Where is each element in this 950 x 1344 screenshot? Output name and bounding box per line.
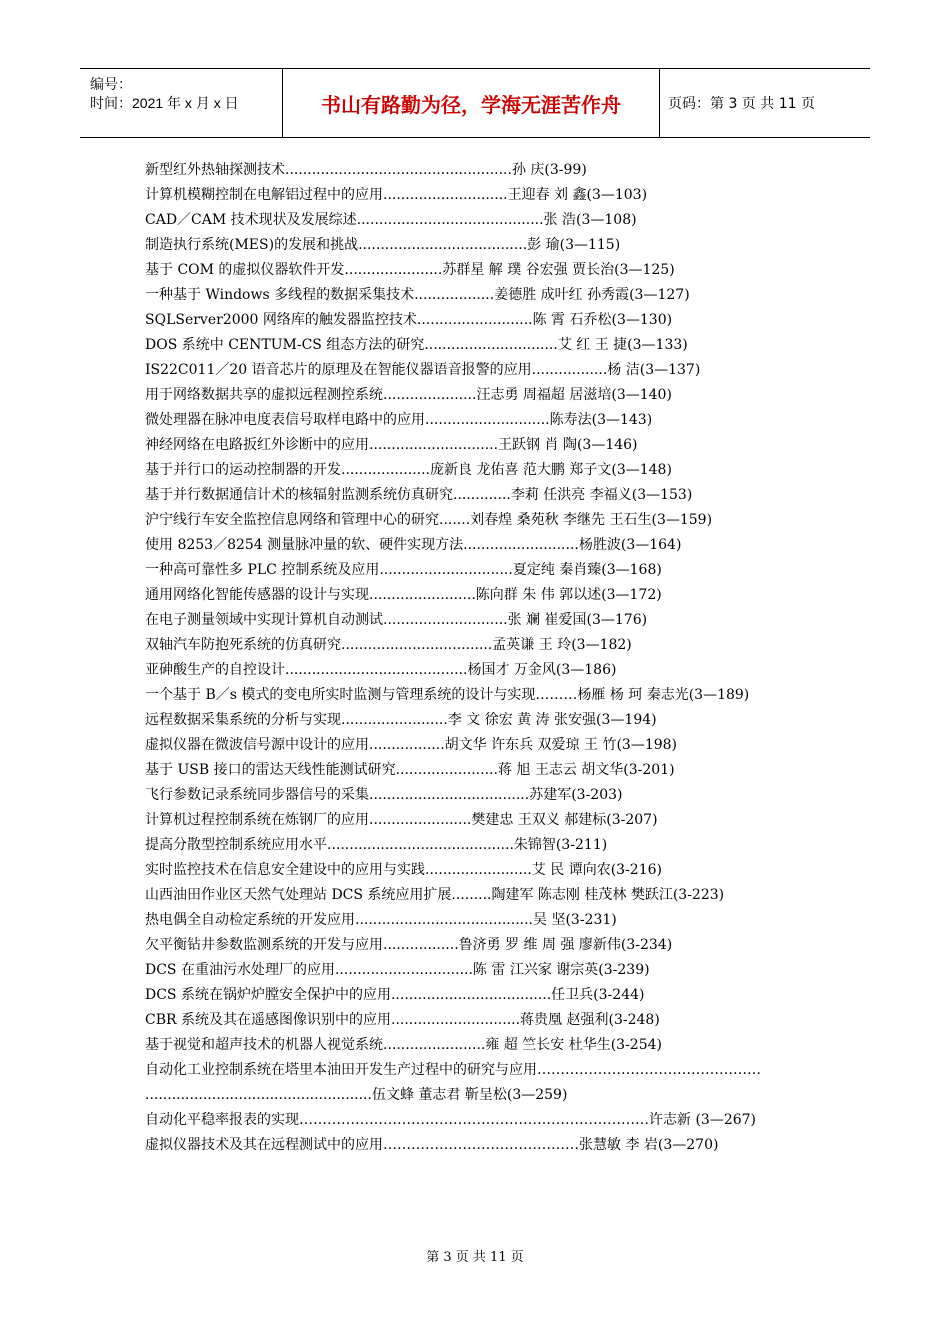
document-code: 编号：: [90, 76, 132, 92]
toc-entry: 微处理器在脉冲电度表信号取样电路中的应用............................陈寿法(3—143): [145, 412, 653, 428]
toc-entry: 虚拟仪器技术及其在远程测试中的应用……………………………………张慧敏 李 岩(3—270): [145, 1137, 719, 1153]
toc-entry: 欠平衡钻井参数监测系统的开发与应用.................鲁济勇 罗 维 周 强 廖新伟(3-234): [145, 937, 673, 953]
toc-entry: 一种高可靠性多 PLC 控制系统及应用..............................夏定纯 秦肖臻(3—168): [145, 562, 662, 578]
toc-entry: 新型红外热轴探测技术...................................................孙 庆(3-99): [145, 162, 587, 178]
header-meta: [80, 69, 283, 137]
header-page-info: 页码：第 3 页 共 11 页: [668, 96, 815, 112]
toc-entry: 使用 8253／8254 测量脉冲量的软、硬件实现方法..........................杨胜波(3—164): [145, 537, 682, 553]
toc-entry: 一种基于 Windows 多线程的数据采集技术..................姜德胜 成叶红 孙秀霞(3—127): [145, 287, 690, 303]
toc-entry: SQLServer2000 网络库的触发器监控技术..........................陈 霄 石乔松(3—130): [145, 312, 673, 328]
toc-entry: 飞行参数记录系统同步器信号的采集....................................苏建军(3-203): [145, 787, 623, 803]
toc-entry: CAD／CAM 技术现状及发展综述..........................................张 浩(3—108): [145, 212, 637, 228]
toc-entry: 一个基于 B／s 模式的变电所实时监测与管理系统的设计与实现………杨雁 杨 珂 秦志光(3—189): [145, 687, 750, 703]
toc-entry: CBR 系统及其在遥感图像识别中的应用.............................蒋贵凰 赵强利(3-248): [145, 1012, 660, 1028]
toc-entry: DCS 系统在锅炉炉膛安全保护中的应用....................................任卫兵(3-244): [145, 987, 645, 1003]
toc-entry: 计算机过程控制系统在炼钢厂的应用.......................樊建忠 王双义 郝建标(3-207): [145, 812, 658, 828]
page-footer: 第 3 页 共 11 页: [426, 1250, 524, 1265]
toc-entry: 山西油田作业区天然气处理站 DCS 系统应用扩展.........陶建军 陈志刚 桂茂林 樊跃江(3-223): [145, 887, 725, 903]
toc-entry: 远程数据采集系统的分析与实现........................李 文 徐宏 黄 涛 张安强(3—194): [145, 712, 657, 728]
toc-entry: 基于并行口的运动控制器的开发....................庞新良 龙佑喜 范大鹏 郑子文(3—148): [145, 462, 672, 478]
toc-entry: 虚拟仪器在微波信号源中设计的应用.................胡文华 许东兵 双爱琼 王 竹(3—198): [145, 737, 678, 753]
header-motto: 书山有路勤为径，学海无涯苦作舟: [283, 69, 660, 137]
toc-entry: 实时监控技术在信息安全建设中的应用与实践........................艾 民 谭向农(3-216): [145, 862, 662, 878]
toc-entry: 在电子测量领域中实现计算机自动测试............................张 斓 崔爱国(3—176): [145, 612, 648, 628]
toc-entry: 亚砷酸生产的自控设计.........................................杨国才 万金风(3—186): [145, 662, 617, 678]
toc-entry: 通用网络化智能传感器的设计与实现........................陈向群 朱 伟 郭以述(3—172): [145, 587, 662, 603]
toc-entry: 双轴汽车防抱死系统的仿真研究..................................孟英谦 王 玲(3—182): [145, 637, 632, 653]
toc-entry: 基于 USB 接口的雷达天线性能测试研究.......................蒋 旭 王志云 胡文华(3-201): [145, 762, 675, 778]
toc-entry: 基于 COM 的虚拟仪器软件开发......................苏群星 解 璞 谷宏强 贾长治(3—125): [145, 262, 675, 278]
toc-entry: 用于网络数据共享的虚拟远程测控系统.....................汪志勇 周福超 居滋培(3—140): [145, 387, 672, 403]
toc-entry: IS22C011／20 语音芯片的原理及在智能仪器语音报警的应用.................杨 洁(3—137): [145, 362, 701, 378]
toc-entry: 神经网络在电路扳红外诊断中的应用.............................王跃钢 肖 陶(3—146): [145, 437, 638, 453]
toc-entry: 基于并行数据通信计术的核辐射监测系统仿真研究.............李莉 任洪亮 李福义(3—153): [145, 487, 693, 503]
table-of-contents: [145, 158, 813, 1158]
toc-entry: 提高分散型控制系统应用水平..........................................朱锦智(3-211): [145, 837, 608, 853]
toc-entry: 沪宁线行车安全监控信息网络和管理中心的研究.......刘春煌 桑苑秋 李继先 王石生(3—159): [145, 512, 713, 528]
toc-entry: ...................................................伍文蜂 董志君 靳呈松(3—259): [145, 1087, 568, 1103]
toc-entry: DCS 在重油污水处理厂的应用...............................陈 雷 江兴家 谢宗英(3-239): [145, 962, 650, 978]
toc-entry: 自动化平稳率报表的实现…………………………………………………………………许志新 (3—267): [145, 1112, 757, 1128]
toc-entry: 基于视觉和超声技术的机器人视觉系统.......................雍 超 竺长安 杜华生(3-254): [145, 1037, 662, 1053]
page-header: [80, 68, 870, 138]
toc-entry: 计算机模糊控制在电解铝过程中的应用............................王迎春 刘 鑫(3—103): [145, 187, 648, 203]
toc-entry: 热电偶全自动检定系统的开发应用........................................吴 坚(3-231): [145, 912, 617, 928]
document-time: 时间：2021 年 x 月 x 日: [90, 95, 239, 111]
toc-entry: 自动化工业控制系统在塔里本油田开发生产过程中的研究与应用…………………………………………: [145, 1062, 761, 1078]
toc-entry: 制造执行系统(MES)的发展和挑战......................................彭 瑜(3—115): [145, 237, 621, 253]
toc-entry: DOS 系统中 CENTUM-CS 组态方法的研究..............................艾 红 王 捷(3—133): [145, 337, 688, 353]
